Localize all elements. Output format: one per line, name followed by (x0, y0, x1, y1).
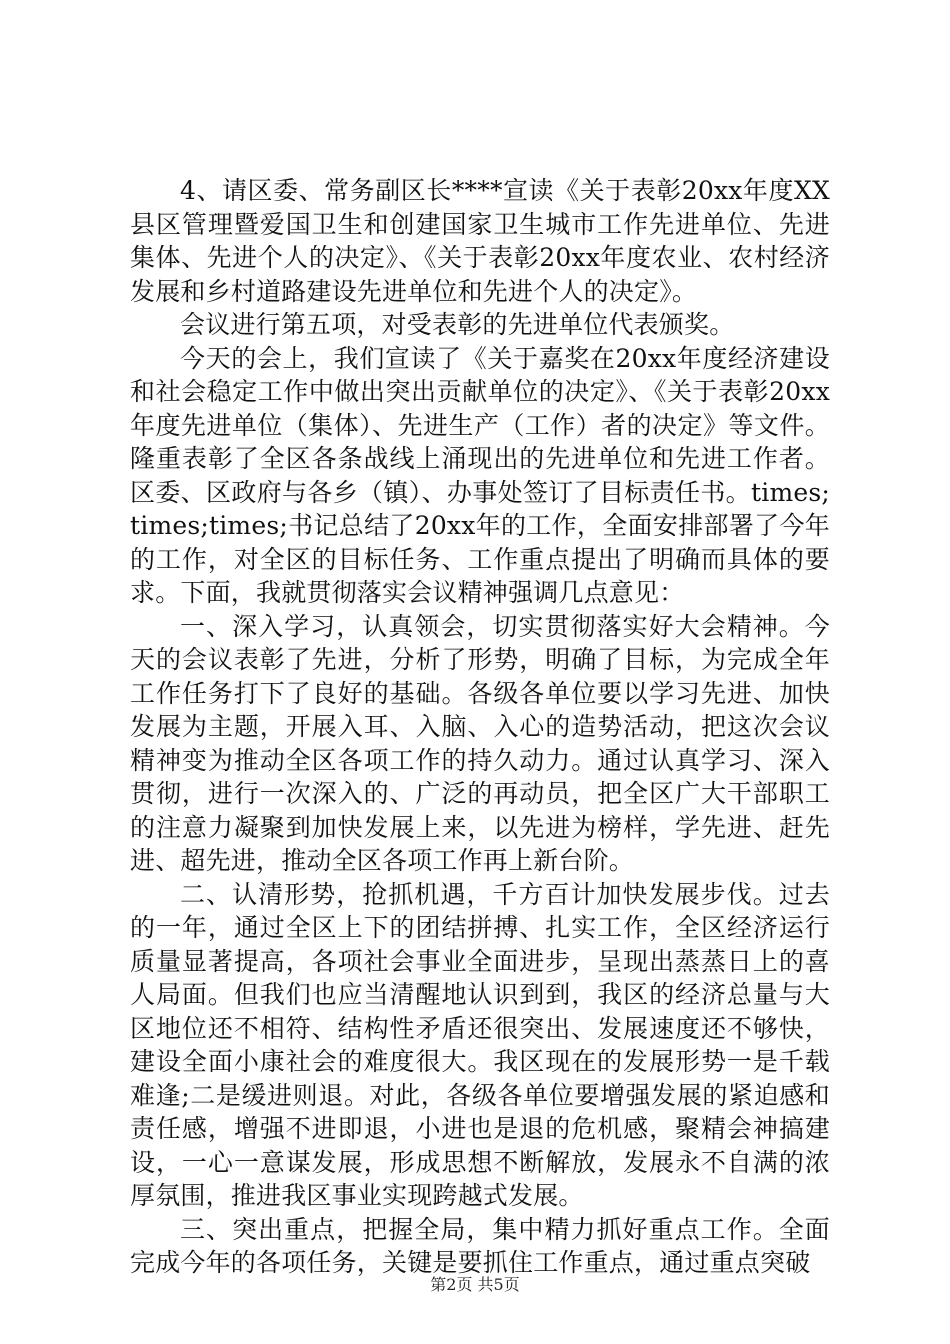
page-number-footer: 第2页 共5页 (430, 1275, 520, 1294)
paragraph-5: 二、认清形势，抢抓机遇，千方百计加快发展步伐。过去的一年，通过全区上下的团结拼搏、扎实工作，全区经济运行质量显著提高，各项社会事业全面进步，呈现出蒸蒸日上的喜人局面。但我们也应当清醒地认识到到，我区的经济总量与大区地位还不相符、结构性矛盾还很突出、发展速度还不够快，建设全面小康社会的难度很大。我区现在的发展形势一是千载难逢;二是缓进则退。对此，各级各单位要增强发展的紧迫感和责任感，增强不进即退，小进也是退的危机感，聚精会神搞建设，一心一意谋发展，形成思想不断解放，发展永不自满的浓厚氛围，推进我区事业实现跨越式发展。 (130, 879, 830, 1210)
paragraph-4: 一、深入学习，认真领会，切实贯彻落实好大会精神。今天的会议表彰了先进，分析了形势，明确了目标，为完成全年工作任务打下了良好的基础。各级各单位要以学习先进、加快发展为主题，开展入耳、入脑、入心的造势活动，把这次会议精神变为推动全区各项工作的持久动力。通过认真学习、深入贯彻，进行一次深入的、广泛的再动员，把全区广大干部职工的注意力凝聚到加快发展上来，以先进为榜样，学先进、赶先进、超先进，推动全区各项工作再上新台阶。 (130, 611, 830, 875)
paragraph-1: 4、请区委、常务副区长****宣读《关于表彰20xx年度XX县区管理暨爱国卫生和创建国家卫生城市工作先进单位、先进集体、先进个人的决定》、《关于表彰20xx年度农业、农村经济发展和乡村道路建设先进单位和先进个人的决定》。 (130, 176, 830, 306)
paragraph-3: 今天的会上，我们宣读了《关于嘉奖在20xx年度经济建设和社会稳定工作中做出突出贡献单位的决定》、《关于表彰20xx年度先进单位（集体）、先进生产（工作）者的决定》等文件。隆重表彰了全区各条战线上涌现出的先进单位和先进工作者。区委、区政府与各乡（镇）、办事处签订了目标责任书。times;times;times;书记总结了20xx年的工作，全面安排部署了今年的工作，对全区的目标任务、工作重点提出了明确而具体的要求。下面，我就贯彻落实会议精神强调几点意见： (130, 343, 830, 607)
paragraph-6: 三、突出重点，把握全局，集中精力抓好重点工作。全面完成今年的各项任务，关键是要抓住工作重点，通过重点突破 (130, 1214, 830, 1277)
document-body (130, 174, 830, 1280)
paragraph-2: 会议进行第五项，对受表彰的先进单位代表颁奖。 (180, 310, 735, 339)
